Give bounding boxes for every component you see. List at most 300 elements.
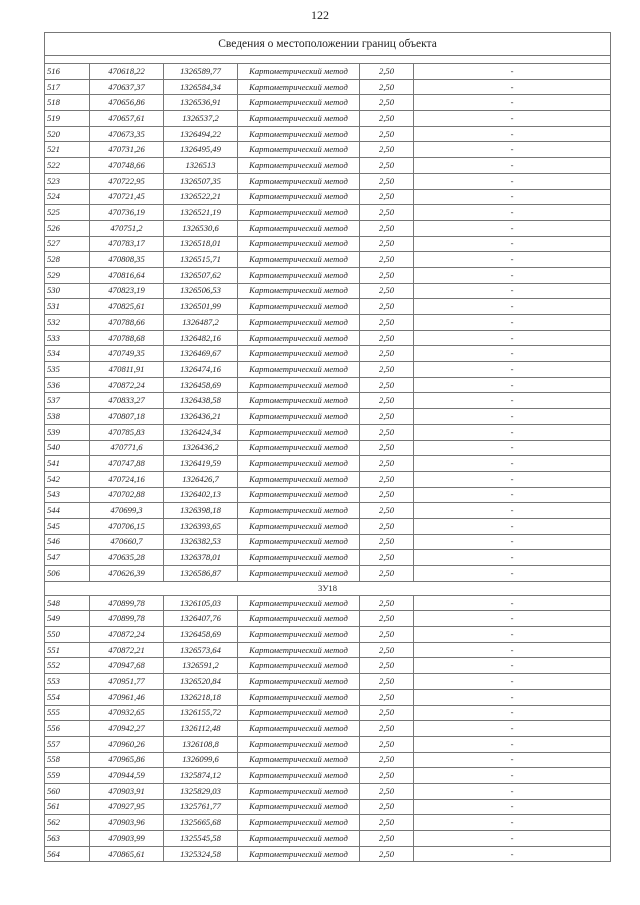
table-row [45,393,611,409]
accuracy-cell: 2,50 [360,126,414,142]
point-number-cell: 517 [45,79,90,95]
note-cell: - [414,377,611,393]
note-cell: - [414,689,611,705]
note-cell: - [414,346,611,362]
section-label: 3У18 [45,581,611,595]
note-cell: - [414,409,611,425]
coord-y-cell: 1326419,59 [164,456,238,472]
point-number-cell: 557 [45,736,90,752]
coord-y-cell: 1326584,34 [164,79,238,95]
table-row [45,252,611,268]
table-row [45,705,611,721]
accuracy-cell: 2,50 [360,220,414,236]
coord-x-cell: 470808,35 [90,252,164,268]
table-row [45,205,611,221]
accuracy-cell: 2,50 [360,736,414,752]
coord-x-cell: 470657,61 [90,111,164,127]
point-number-cell: 538 [45,409,90,425]
table-row [45,126,611,142]
note-cell: - [414,267,611,283]
note-cell: - [414,487,611,503]
coord-x-cell: 470699,3 [90,503,164,519]
note-cell: - [414,142,611,158]
section-row [45,581,611,595]
note-cell: - [414,456,611,472]
point-number-cell: 530 [45,283,90,299]
table-row [45,768,611,784]
accuracy-cell: 2,50 [360,721,414,737]
coord-y-cell: 1326105,03 [164,595,238,611]
accuracy-cell: 2,50 [360,831,414,847]
coord-x-cell: 470788,66 [90,315,164,331]
coord-x-cell: 470748,66 [90,158,164,174]
note-cell: - [414,799,611,815]
coord-y-cell: 1326426,7 [164,471,238,487]
table-row [45,346,611,362]
coord-y-cell: 1326591,2 [164,658,238,674]
accuracy-cell: 2,50 [360,674,414,690]
boundary-table [44,32,611,862]
coord-x-cell: 470702,88 [90,487,164,503]
point-number-cell: 553 [45,674,90,690]
point-number-cell: 542 [45,471,90,487]
coord-x-cell: 470660,7 [90,534,164,550]
table-row [45,456,611,472]
accuracy-cell: 2,50 [360,658,414,674]
note-cell: - [414,846,611,862]
point-number-cell: 537 [45,393,90,409]
coord-y-cell: 1326218,18 [164,689,238,705]
coord-y-cell: 1326507,35 [164,173,238,189]
coord-y-cell: 1326398,18 [164,503,238,519]
coord-x-cell: 470899,78 [90,611,164,627]
coord-x-cell: 470626,39 [90,566,164,582]
point-number-cell: 529 [45,267,90,283]
method-cell: Картометрический метод [238,189,360,205]
accuracy-cell: 2,50 [360,503,414,519]
coord-y-cell: 1326438,58 [164,393,238,409]
accuracy-cell: 2,50 [360,768,414,784]
method-cell: Картометрический метод [238,799,360,815]
method-cell: Картометрический метод [238,721,360,737]
coord-x-cell: 470927,95 [90,799,164,815]
coord-y-cell: 1326522,21 [164,189,238,205]
coord-x-cell: 470783,17 [90,236,164,252]
coord-x-cell: 470965,86 [90,752,164,768]
note-cell: - [414,424,611,440]
point-number-cell: 541 [45,456,90,472]
coord-x-cell: 470951,77 [90,674,164,690]
method-cell: Картометрический метод [238,267,360,283]
coord-x-cell: 470706,15 [90,518,164,534]
table-title: Сведения о местоположении границ объекта [45,33,611,56]
coord-x-cell: 470807,18 [90,409,164,425]
table-row [45,566,611,582]
point-number-cell: 561 [45,799,90,815]
note-cell: - [414,721,611,737]
coord-x-cell: 470903,91 [90,783,164,799]
point-number-cell: 506 [45,566,90,582]
method-cell: Картометрический метод [238,674,360,690]
method-cell: Картометрический метод [238,252,360,268]
note-cell: - [414,330,611,346]
accuracy-cell: 2,50 [360,471,414,487]
method-cell: Картометрический метод [238,236,360,252]
method-cell: Картометрический метод [238,173,360,189]
coord-x-cell: 470903,99 [90,831,164,847]
method-cell: Картометрический метод [238,503,360,519]
accuracy-cell: 2,50 [360,783,414,799]
accuracy-cell: 2,50 [360,283,414,299]
note-cell: - [414,503,611,519]
accuracy-cell: 2,50 [360,642,414,658]
note-cell: - [414,158,611,174]
coord-y-cell: 1326112,48 [164,721,238,737]
accuracy-cell: 2,50 [360,64,414,80]
coord-y-cell: 1326513 [164,158,238,174]
point-number-cell: 533 [45,330,90,346]
coord-y-cell: 1325324,58 [164,846,238,862]
coord-x-cell: 470724,16 [90,471,164,487]
table-row [45,79,611,95]
coord-y-cell: 1326378,01 [164,550,238,566]
note-cell: - [414,111,611,127]
accuracy-cell: 2,50 [360,362,414,378]
point-number-cell: 559 [45,768,90,784]
point-number-cell: 520 [45,126,90,142]
table-row [45,487,611,503]
note-cell: - [414,627,611,643]
table-row [45,815,611,831]
point-number-cell: 536 [45,377,90,393]
coord-y-cell: 1326501,99 [164,299,238,315]
table-row [45,595,611,611]
coord-x-cell: 470872,24 [90,627,164,643]
accuracy-cell: 2,50 [360,424,414,440]
coord-x-cell: 470942,27 [90,721,164,737]
table-row [45,658,611,674]
coord-x-cell: 470618,22 [90,64,164,80]
coord-x-cell: 470833,27 [90,393,164,409]
coord-y-cell: 1326458,69 [164,627,238,643]
table-row [45,831,611,847]
table-row [45,611,611,627]
coord-y-cell: 1326521,19 [164,205,238,221]
method-cell: Картометрический метод [238,642,360,658]
coord-x-cell: 470751,2 [90,220,164,236]
method-cell: Картометрический метод [238,409,360,425]
method-cell: Картометрический метод [238,566,360,582]
note-cell: - [414,362,611,378]
accuracy-cell: 2,50 [360,815,414,831]
table-row [45,173,611,189]
coord-x-cell: 470825,61 [90,299,164,315]
method-cell: Картометрический метод [238,705,360,721]
accuracy-cell: 2,50 [360,409,414,425]
accuracy-cell: 2,50 [360,487,414,503]
coord-x-cell: 470823,19 [90,283,164,299]
coord-y-cell: 1326155,72 [164,705,238,721]
coord-x-cell: 470903,96 [90,815,164,831]
point-number-cell: 516 [45,64,90,80]
coord-x-cell: 470811,91 [90,362,164,378]
coord-y-cell: 1325665,68 [164,815,238,831]
accuracy-cell: 2,50 [360,236,414,252]
accuracy-cell: 2,50 [360,627,414,643]
table-row [45,518,611,534]
coord-y-cell: 1326458,69 [164,377,238,393]
coord-x-cell: 470788,68 [90,330,164,346]
coord-x-cell: 470961,46 [90,689,164,705]
note-cell: - [414,64,611,80]
point-number-cell: 531 [45,299,90,315]
note-cell: - [414,315,611,331]
point-number-cell: 543 [45,487,90,503]
method-cell: Картометрический метод [238,377,360,393]
point-number-cell: 560 [45,783,90,799]
coord-y-cell: 1325829,03 [164,783,238,799]
accuracy-cell: 2,50 [360,315,414,331]
point-number-cell: 518 [45,95,90,111]
accuracy-cell: 2,50 [360,158,414,174]
coord-x-cell: 470872,21 [90,642,164,658]
coord-y-cell: 1325545,58 [164,831,238,847]
note-cell: - [414,79,611,95]
table-row [45,283,611,299]
point-number-cell: 548 [45,595,90,611]
accuracy-cell: 2,50 [360,550,414,566]
coord-y-cell: 1326515,71 [164,252,238,268]
accuracy-cell: 2,50 [360,95,414,111]
accuracy-cell: 2,50 [360,205,414,221]
accuracy-cell: 2,50 [360,79,414,95]
note-cell: - [414,205,611,221]
coord-x-cell: 470749,35 [90,346,164,362]
method-cell: Картометрический метод [238,736,360,752]
method-cell: Картометрический метод [238,315,360,331]
accuracy-cell: 2,50 [360,111,414,127]
method-cell: Картометрический метод [238,440,360,456]
method-cell: Картометрический метод [238,846,360,862]
note-cell: - [414,189,611,205]
point-number-cell: 539 [45,424,90,440]
method-cell: Картометрический метод [238,831,360,847]
note-cell: - [414,299,611,315]
coord-x-cell: 470722,95 [90,173,164,189]
note-cell: - [414,566,611,582]
method-cell: Картометрический метод [238,205,360,221]
accuracy-cell: 2,50 [360,566,414,582]
point-number-cell: 558 [45,752,90,768]
accuracy-cell: 2,50 [360,267,414,283]
coord-y-cell: 1326537,2 [164,111,238,127]
point-number-cell: 549 [45,611,90,627]
method-cell: Картометрический метод [238,393,360,409]
note-cell: - [414,611,611,627]
table-row [45,534,611,550]
method-cell: Картометрический метод [238,330,360,346]
coord-y-cell: 1325761,77 [164,799,238,815]
table-row [45,315,611,331]
table-row [45,642,611,658]
accuracy-cell: 2,50 [360,705,414,721]
accuracy-cell: 2,50 [360,393,414,409]
coord-y-cell: 1326436,2 [164,440,238,456]
coord-y-cell: 1326474,16 [164,362,238,378]
accuracy-cell: 2,50 [360,846,414,862]
table-row [45,189,611,205]
coord-y-cell: 1326506,53 [164,283,238,299]
table-row [45,267,611,283]
table-row [45,783,611,799]
note-cell: - [414,220,611,236]
accuracy-cell: 2,50 [360,346,414,362]
accuracy-cell: 2,50 [360,377,414,393]
method-cell: Картометрический метод [238,424,360,440]
accuracy-cell: 2,50 [360,189,414,205]
point-number-cell: 540 [45,440,90,456]
table-row [45,142,611,158]
accuracy-cell: 2,50 [360,752,414,768]
point-number-cell: 519 [45,111,90,127]
point-number-cell: 564 [45,846,90,862]
note-cell: - [414,393,611,409]
accuracy-cell: 2,50 [360,142,414,158]
method-cell: Картометрический метод [238,346,360,362]
method-cell: Картометрический метод [238,220,360,236]
table-row [45,409,611,425]
point-number-cell: 526 [45,220,90,236]
coord-y-cell: 1326530,6 [164,220,238,236]
table-row [45,158,611,174]
table-row [45,64,611,80]
point-number-cell: 522 [45,158,90,174]
note-cell: - [414,173,611,189]
coord-x-cell: 470947,68 [90,658,164,674]
coord-y-cell: 1326573,64 [164,642,238,658]
note-cell: - [414,283,611,299]
table-row [45,752,611,768]
point-number-cell: 528 [45,252,90,268]
coord-x-cell: 470899,78 [90,595,164,611]
table-row [45,627,611,643]
method-cell: Картометрический метод [238,299,360,315]
point-number-cell: 525 [45,205,90,221]
note-cell: - [414,752,611,768]
note-cell: - [414,252,611,268]
coord-y-cell: 1326536,91 [164,95,238,111]
coord-x-cell: 470747,88 [90,456,164,472]
table-row [45,736,611,752]
table-row [45,424,611,440]
note-cell: - [414,595,611,611]
table-row [45,330,611,346]
coord-x-cell: 470721,45 [90,189,164,205]
coord-y-cell: 1326494,22 [164,126,238,142]
table-row [45,440,611,456]
table-row [45,220,611,236]
coord-x-cell: 470673,35 [90,126,164,142]
point-number-cell: 527 [45,236,90,252]
point-number-cell: 545 [45,518,90,534]
accuracy-cell: 2,50 [360,330,414,346]
point-number-cell: 547 [45,550,90,566]
method-cell: Картометрический метод [238,658,360,674]
note-cell: - [414,783,611,799]
accuracy-cell: 2,50 [360,173,414,189]
accuracy-cell: 2,50 [360,252,414,268]
coord-y-cell: 1326402,13 [164,487,238,503]
point-number-cell: 534 [45,346,90,362]
point-number-cell: 551 [45,642,90,658]
coord-y-cell: 1326108,8 [164,736,238,752]
coord-x-cell: 470637,37 [90,79,164,95]
table-row [45,299,611,315]
coord-x-cell: 470731,26 [90,142,164,158]
method-cell: Картометрический метод [238,783,360,799]
point-number-cell: 535 [45,362,90,378]
point-number-cell: 546 [45,534,90,550]
method-cell: Картометрический метод [238,142,360,158]
coord-x-cell: 470656,86 [90,95,164,111]
table-row [45,236,611,252]
accuracy-cell: 2,50 [360,456,414,472]
point-number-cell: 554 [45,689,90,705]
spacer-row [45,56,611,64]
method-cell: Картометрический метод [238,689,360,705]
method-cell: Картометрический метод [238,471,360,487]
method-cell: Картометрический метод [238,362,360,378]
coord-y-cell: 1326424,34 [164,424,238,440]
table-row [45,362,611,378]
note-cell: - [414,831,611,847]
method-cell: Картометрический метод [238,518,360,534]
note-cell: - [414,550,611,566]
coord-x-cell: 470865,61 [90,846,164,862]
note-cell: - [414,768,611,784]
accuracy-cell: 2,50 [360,440,414,456]
accuracy-cell: 2,50 [360,299,414,315]
coord-y-cell: 1326382,53 [164,534,238,550]
note-cell: - [414,236,611,252]
note-cell: - [414,471,611,487]
table-row [45,503,611,519]
table-row [45,550,611,566]
point-number-cell: 523 [45,173,90,189]
method-cell: Картометрический метод [238,456,360,472]
coord-y-cell: 1326469,67 [164,346,238,362]
coord-x-cell: 470785,83 [90,424,164,440]
coord-y-cell: 1326586,87 [164,566,238,582]
point-number-cell: 563 [45,831,90,847]
note-cell: - [414,126,611,142]
table-row [45,95,611,111]
coord-x-cell: 470932,65 [90,705,164,721]
coord-x-cell: 470872,24 [90,377,164,393]
note-cell: - [414,705,611,721]
table-row [45,674,611,690]
note-cell: - [414,534,611,550]
method-cell: Картометрический метод [238,550,360,566]
coord-y-cell: 1326407,76 [164,611,238,627]
table-row [45,111,611,127]
table-title-row [45,33,611,56]
point-number-cell: 521 [45,142,90,158]
table-row [45,799,611,815]
coord-x-cell: 470771,6 [90,440,164,456]
method-cell: Картометрический метод [238,283,360,299]
point-number-cell: 556 [45,721,90,737]
